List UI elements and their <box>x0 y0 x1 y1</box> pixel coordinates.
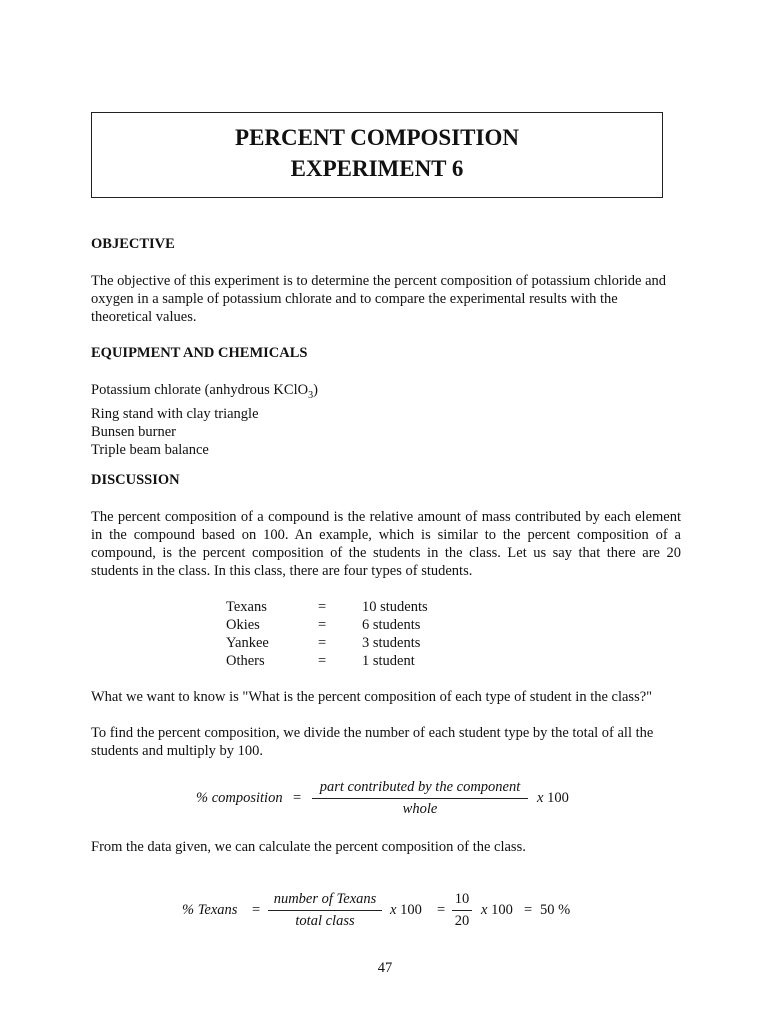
formula-equals: = <box>252 902 261 918</box>
formula-multiplier: x 100 <box>390 902 422 918</box>
equipment-item: Potassium chlorate (anhydrous KClO$_3$) <box>91 382 318 401</box>
discussion-paragraph-1: The percent composition of a compound is the relative amount of mass contributed by each element in the compound based on 100. An example, which is similar to the percent composition of a compound, is the percent composition of the students in the class. Let us say that there are 20 students in the class. In this class, there are four types of students. <box>91 509 681 579</box>
table-row <box>226 634 428 652</box>
formula-denominator: 20 <box>454 913 470 929</box>
student-count: 3 students <box>362 635 421 651</box>
discussion-paragraph-3: To find the percent composition, we divide the number of each student type by the total of all the students and multiply by 100. <box>91 725 654 759</box>
fraction-bar <box>268 910 382 911</box>
student-types-table <box>226 598 428 670</box>
formula-numerator: 10 <box>454 891 470 907</box>
table-row <box>226 652 428 670</box>
page-number: 47 <box>377 960 393 976</box>
equipment-item: Ring stand with clay triangle <box>91 405 259 422</box>
fraction-bar <box>312 798 528 799</box>
equipment-heading: EQUIPMENT AND CHEMICALS <box>91 345 308 361</box>
discussion-paragraph-2: What we want to know is "What is the percent composition of each type of student in the class?" <box>91 689 653 705</box>
title-box <box>91 112 663 198</box>
table-row <box>226 616 428 634</box>
title-line-2: EXPERIMENT 6 <box>290 156 464 181</box>
formula-result: 50 % <box>540 902 571 918</box>
formula-multiplier: x 100 <box>481 902 513 918</box>
student-count: 6 students <box>362 617 421 633</box>
discussion-heading: DISCUSSION <box>91 472 180 488</box>
student-type: Yankee <box>226 635 269 651</box>
title-line-1: PERCENT COMPOSITION <box>235 125 519 150</box>
equals-sign: = <box>318 599 327 615</box>
equipment-item: Bunsen burner <box>91 423 176 440</box>
student-type: Texans <box>226 599 267 615</box>
formula-denominator: total class <box>295 913 355 929</box>
formula-equals: = <box>524 902 533 918</box>
formula-denominator: whole <box>402 801 438 817</box>
equipment-list <box>91 381 318 459</box>
fraction-bar <box>452 910 472 911</box>
formula-equals: = <box>293 790 302 806</box>
formula-numerator: part contributed by the component <box>319 779 521 795</box>
table-row <box>226 598 428 616</box>
discussion-paragraph-4: From the data given, we can calculate the percent composition of the class. <box>91 839 526 855</box>
formula-multiplier: x 100 <box>537 790 569 806</box>
formula-lhs: % Texans <box>182 902 238 918</box>
formula-equals: = <box>437 902 446 918</box>
equals-sign: = <box>318 617 327 633</box>
equals-sign: = <box>318 653 327 669</box>
student-type: Okies <box>226 617 260 633</box>
student-count: 1 student <box>362 653 415 669</box>
formula-numerator: number of Texans <box>273 891 377 907</box>
student-type: Others <box>226 653 265 669</box>
objective-heading: OBJECTIVE <box>91 236 175 252</box>
equipment-item: Triple beam balance <box>91 441 209 458</box>
equals-sign: = <box>318 635 327 651</box>
formula-lhs: % composition <box>196 790 283 806</box>
objective-text: The objective of this experiment is to determine the percent composition of potassium chloride and oxygen in a sample of potassium chlorate and to compare the experimental results with the theoretical values. <box>91 273 667 325</box>
student-count: 10 students <box>362 599 428 615</box>
